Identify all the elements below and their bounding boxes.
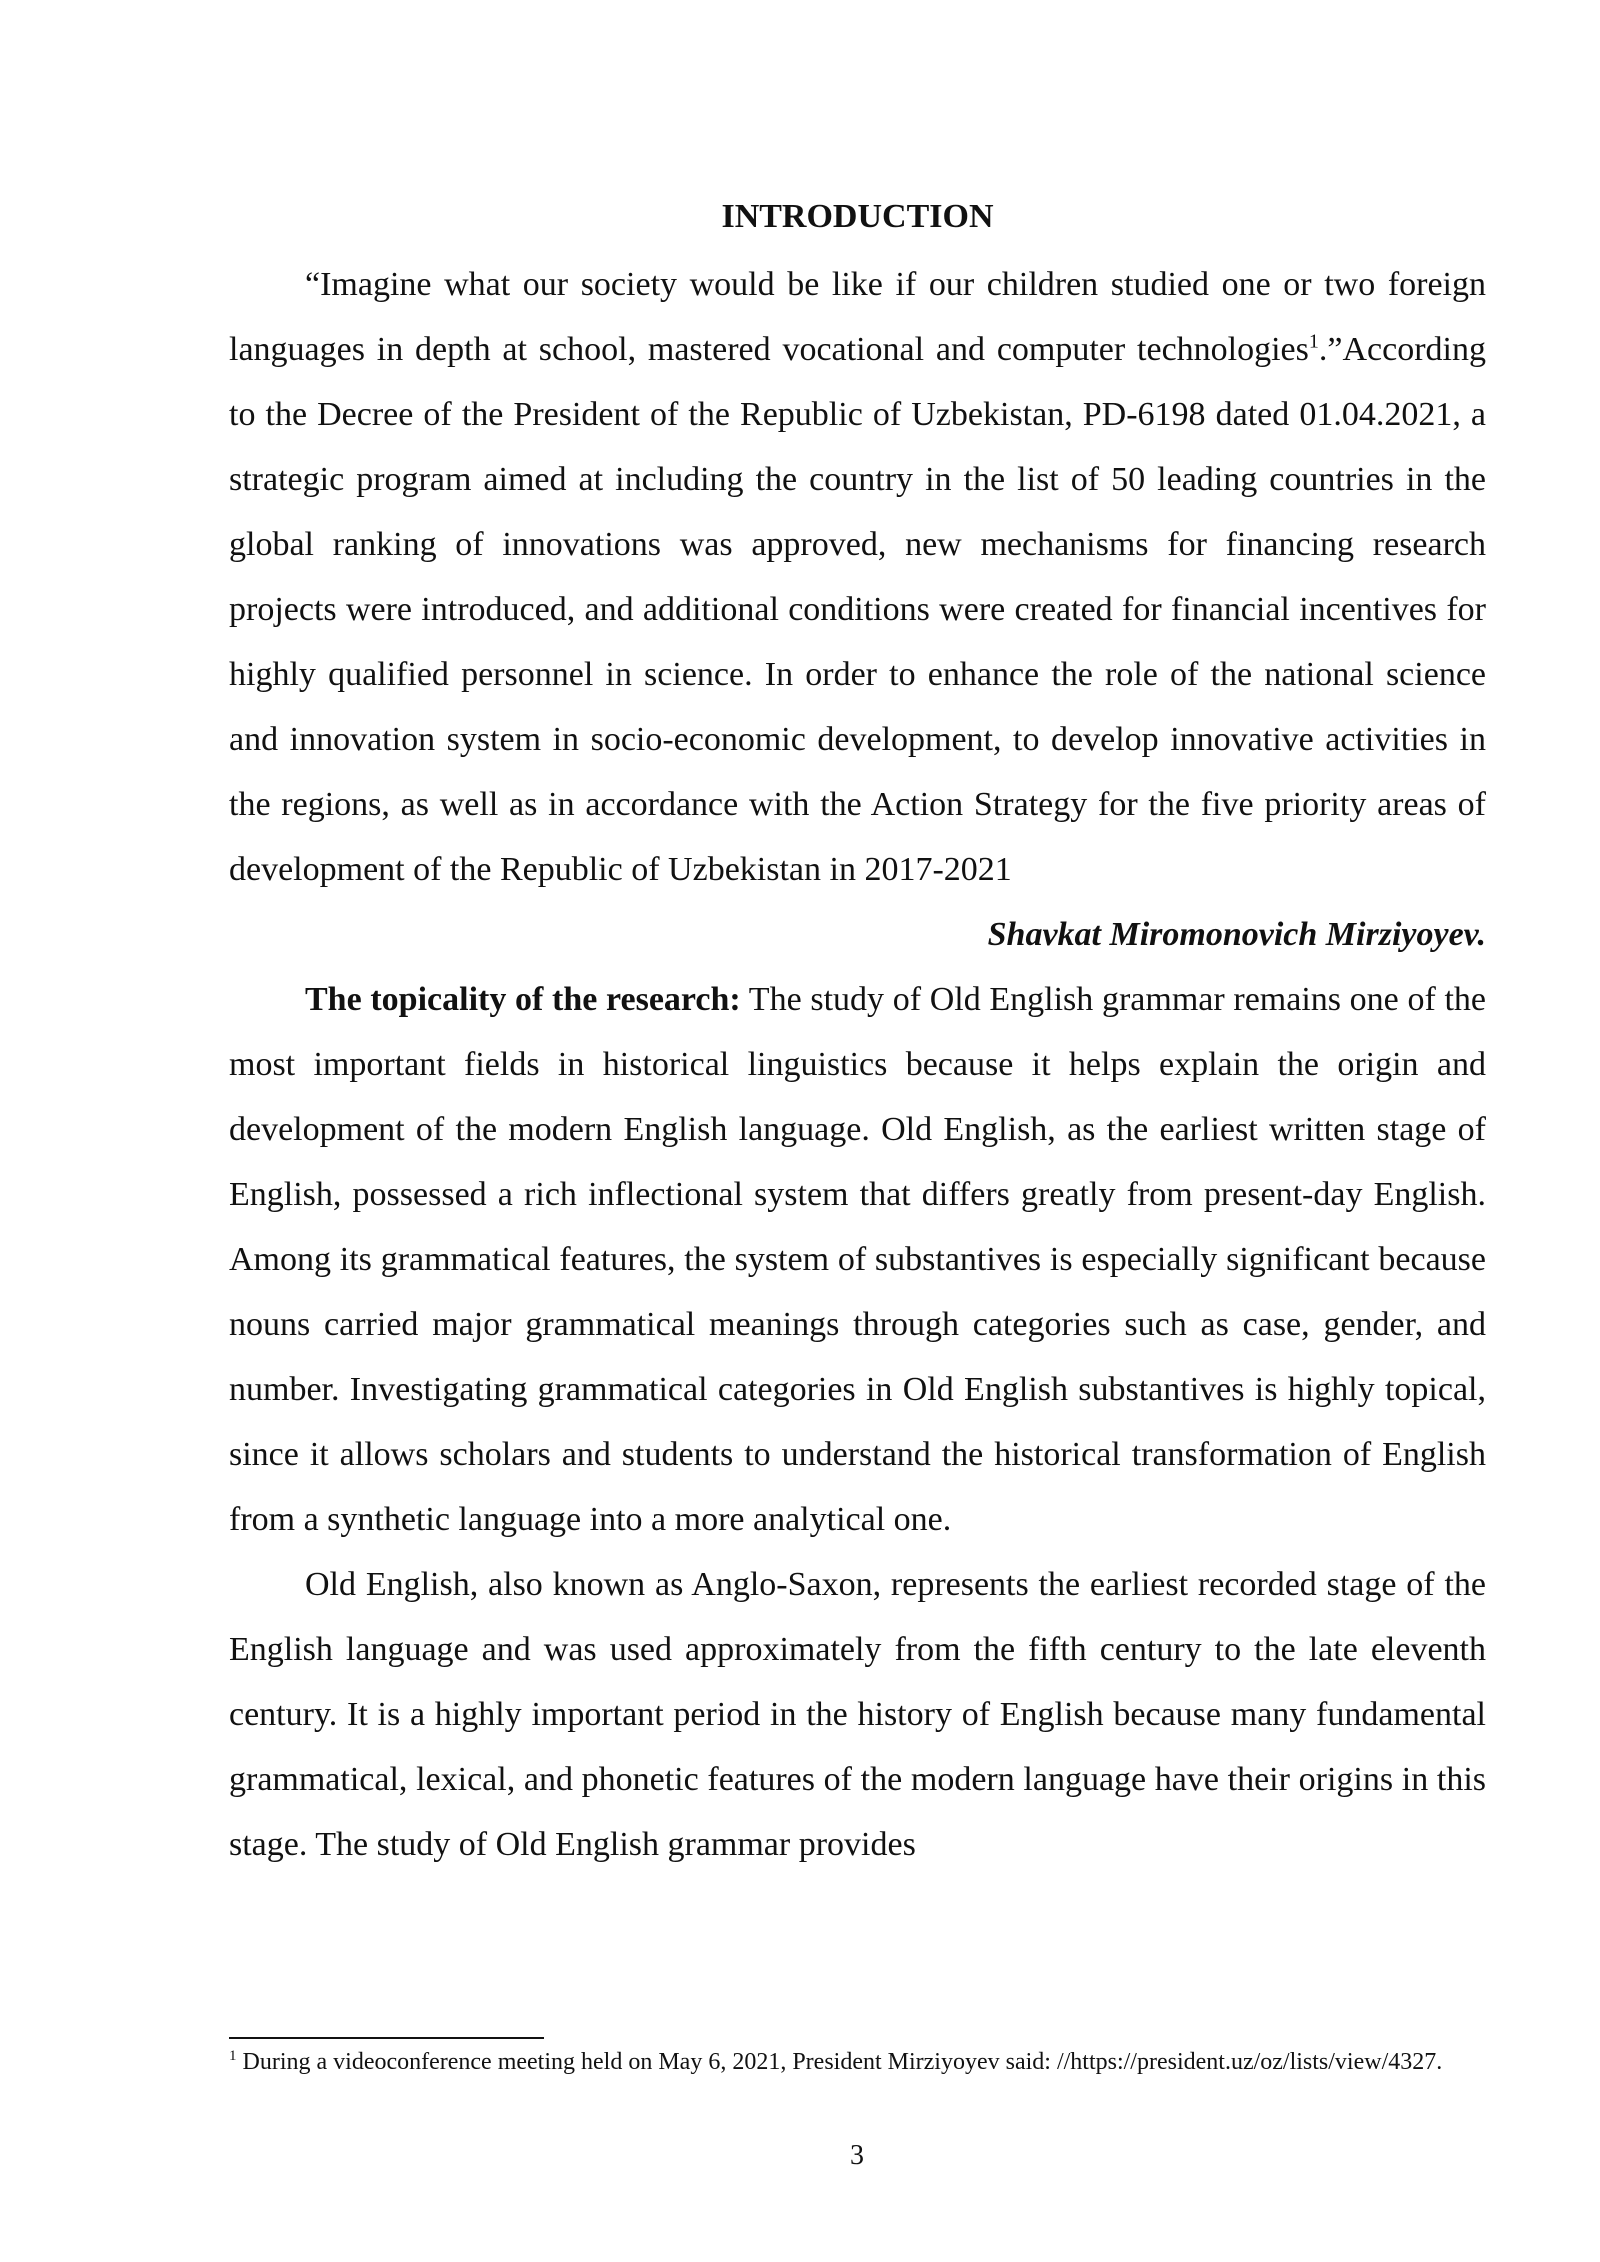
page-title: INTRODUCTION (721, 198, 994, 235)
old-english-paragraph: Old English, also known as Anglo-Saxon, represents the earliest recorded stage of the English language and was used approximately from the fifth century to the late eleventh century. It is a highly important period in the history of English because many fundamental grammatical, lexical, and phonetic features of the modern language have their origins in this stage. The study of Old English grammar provides (229, 1566, 1486, 1863)
footnote-number: 1 (229, 2048, 237, 2064)
signature: Shavkat Miromonovich Mirziyoyev. (987, 916, 1486, 953)
page-number: 3 (850, 2140, 864, 2171)
topicality-paragraph (229, 967, 1486, 1552)
footnote-reference[interactable]: 1 (1308, 330, 1319, 353)
footnote (229, 2047, 1486, 2077)
topicality-text: The study of Old English grammar remains one of the most important fields in historical linguistics because it helps explain the origin and development of the modern English language. Old English, as the earliest written stage of English, possessed a rich inflectional system that differs greatly from present-day English. Among its grammatical features, the system of substantives is especially significant because nouns carried major grammatical meanings through categories such as case, gender, and number. Investigating grammatical categories in Old English substantives is highly topical, since it allows scholars and students to understand the historical transformation of English from a synthetic language into a more analytical one. (229, 981, 1486, 1538)
topicality-label: The topicality of the research: (305, 981, 741, 1018)
quote-text: “Imagine what our society would be like if our children studied one or two foreign languages in depth at school, mastered vocational and computer technologies (229, 266, 1486, 368)
footnote-divider (229, 2037, 544, 2039)
quote-paragraph (229, 252, 1486, 902)
body-text (229, 252, 1486, 1877)
quote-continuation: .”According to the Decree of the President of the Republic of Uzbekistan, PD-6198 dated 01.04.2021, a strategic program aimed at including the country in the list of 50 leading countries in the global ranking of innovations was approved, new mechanisms for financing research projects were introduced, and additional conditions were created for financial incentives for highly qualified personnel in science. In order to enhance the role of the national science and innovation system in socio-economic development, to develop innovative activities in the regions, as well as in accordance with the Action Strategy for the five priority areas of development of the Republic of Uzbekistan in 2017-2021 (229, 331, 1486, 888)
footnote-text: During a videoconference meeting held on May 6, 2021, President Mirziyoyev said: //https://president.uz/oz/lists/view/4327. (236, 2049, 1443, 2075)
